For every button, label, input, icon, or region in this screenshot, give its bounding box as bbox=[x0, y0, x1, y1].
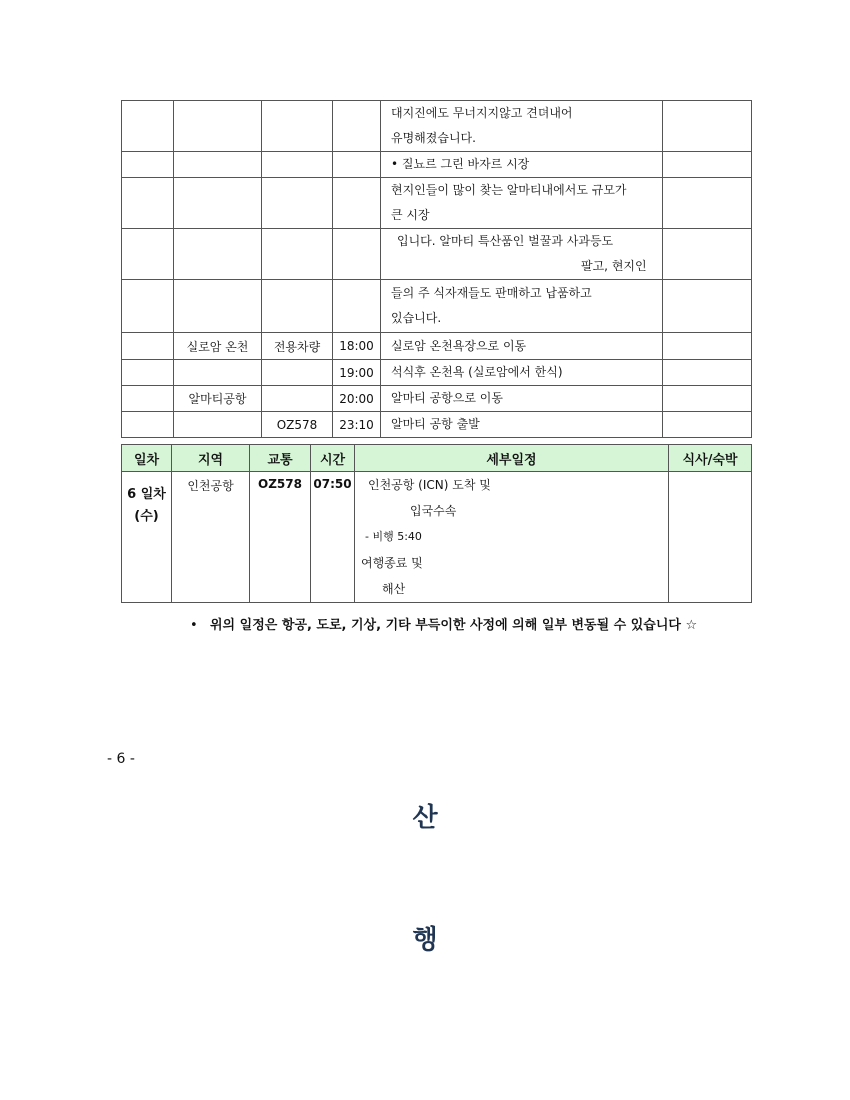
detail-line: - 비행 5:40 bbox=[365, 530, 422, 543]
weekday-label: (수) bbox=[134, 509, 159, 524]
page-number: - 6 - bbox=[107, 751, 135, 767]
region-cell bbox=[174, 280, 262, 333]
region-cell bbox=[174, 178, 262, 229]
detail-line: 알마티 공항 출발 bbox=[391, 417, 480, 431]
transport-cell: OZ578 bbox=[250, 472, 311, 603]
table-header-row bbox=[122, 445, 752, 472]
header-time: 시간 bbox=[311, 445, 355, 472]
region-cell bbox=[174, 229, 262, 280]
transport-cell bbox=[262, 152, 333, 178]
bullet: • bbox=[190, 618, 198, 633]
detail-line: 여행종료 및 bbox=[361, 556, 423, 570]
time-cell bbox=[333, 178, 381, 229]
header-day: 일차 bbox=[122, 445, 172, 472]
transport-cell bbox=[262, 386, 333, 412]
table-row bbox=[122, 360, 752, 386]
table-row bbox=[122, 280, 752, 333]
time-cell bbox=[333, 101, 381, 152]
transport-cell bbox=[262, 229, 333, 280]
schedule-note bbox=[190, 614, 697, 633]
transport-cell bbox=[262, 280, 333, 333]
detail-cell bbox=[381, 386, 663, 412]
table-row bbox=[122, 386, 752, 412]
time-cell bbox=[333, 280, 381, 333]
note-text: 위의 일정은 항공, 도로, 기상, 기타 부득이한 사정에 의해 일부 변동될 수 있습니다 ☆ bbox=[210, 618, 698, 633]
detail-cell bbox=[381, 229, 663, 280]
region-cell bbox=[174, 101, 262, 152]
time-cell: 23:10 bbox=[333, 412, 381, 438]
header-detail: 세부일정 bbox=[355, 445, 669, 472]
day-cell bbox=[122, 472, 172, 603]
detail-line: 들의 주 식자재들도 판매하고 납품하고 bbox=[391, 286, 592, 300]
itinerary-table-continued bbox=[121, 100, 752, 438]
transport-cell: OZ578 bbox=[262, 412, 333, 438]
region-cell bbox=[174, 152, 262, 178]
time-cell: 07:50 bbox=[311, 472, 355, 603]
detail-cell bbox=[381, 412, 663, 438]
time-cell bbox=[333, 152, 381, 178]
detail-line: 팔고, 현지인 bbox=[581, 259, 647, 273]
transport-cell bbox=[262, 101, 333, 152]
region-cell bbox=[174, 360, 262, 386]
region-cell: 알마티공항 bbox=[174, 386, 262, 412]
time-cell: 18:00 bbox=[333, 333, 381, 360]
detail-line: 유명해졌습니다. bbox=[391, 131, 476, 145]
region-cell bbox=[174, 412, 262, 438]
detail-line: 석식후 온천욕 (실로암에서 한식) bbox=[391, 365, 563, 379]
detail-line: 입니다. 알마티 특산품인 벌꿀과 사과등도 bbox=[397, 234, 614, 248]
big-char-san: 산 bbox=[412, 803, 438, 833]
detail-cell bbox=[381, 280, 663, 333]
time-cell: 20:00 bbox=[333, 386, 381, 412]
meal-cell bbox=[669, 472, 752, 603]
itinerary-table-day6 bbox=[121, 444, 752, 603]
detail-line: 현지인들이 많이 찾는 알마티내에서도 규모가 bbox=[391, 183, 627, 197]
header-transport: 교통 bbox=[250, 445, 311, 472]
detail-cell bbox=[381, 360, 663, 386]
region-cell: 인천공항 bbox=[172, 472, 250, 603]
detail-line: 큰 시장 bbox=[391, 208, 430, 222]
table-row bbox=[122, 412, 752, 438]
detail-cell bbox=[355, 472, 669, 603]
header-region: 지역 bbox=[172, 445, 250, 472]
detail-cell bbox=[381, 178, 663, 229]
detail-cell bbox=[381, 152, 663, 178]
detail-line: • 질뇨르 그린 바자르 시장 bbox=[391, 157, 530, 171]
transport-cell bbox=[262, 360, 333, 386]
day-label: 6 일차 bbox=[127, 487, 166, 502]
detail-line: 대지진에도 무너지지않고 견뎌내어 bbox=[391, 106, 573, 120]
table-row bbox=[122, 229, 752, 280]
detail-cell bbox=[381, 333, 663, 360]
table-row bbox=[122, 178, 752, 229]
detail-cell bbox=[381, 101, 663, 152]
region-cell: 실로암 온천 bbox=[174, 333, 262, 360]
detail-line: 실로암 온천욕장으로 이동 bbox=[391, 338, 527, 353]
header-meal: 식사/숙박 bbox=[669, 445, 752, 472]
table-row bbox=[122, 101, 752, 152]
big-char-haeng: 행 bbox=[412, 925, 438, 955]
transport-cell bbox=[262, 178, 333, 229]
detail-line: 해산 bbox=[382, 582, 406, 596]
detail-line: 인천공항 (ICN) 도착 및 bbox=[368, 478, 491, 492]
time-cell: 19:00 bbox=[333, 360, 381, 386]
table-row bbox=[122, 152, 752, 178]
table-row bbox=[122, 333, 752, 360]
transport-cell: 전용차량 bbox=[262, 333, 333, 360]
detail-line: 알마티 공항으로 이동 bbox=[391, 391, 503, 405]
detail-line: 입국수속 bbox=[410, 504, 457, 518]
detail-line: 있습니다. bbox=[391, 311, 442, 325]
time-cell bbox=[333, 229, 381, 280]
table-row bbox=[122, 472, 752, 603]
